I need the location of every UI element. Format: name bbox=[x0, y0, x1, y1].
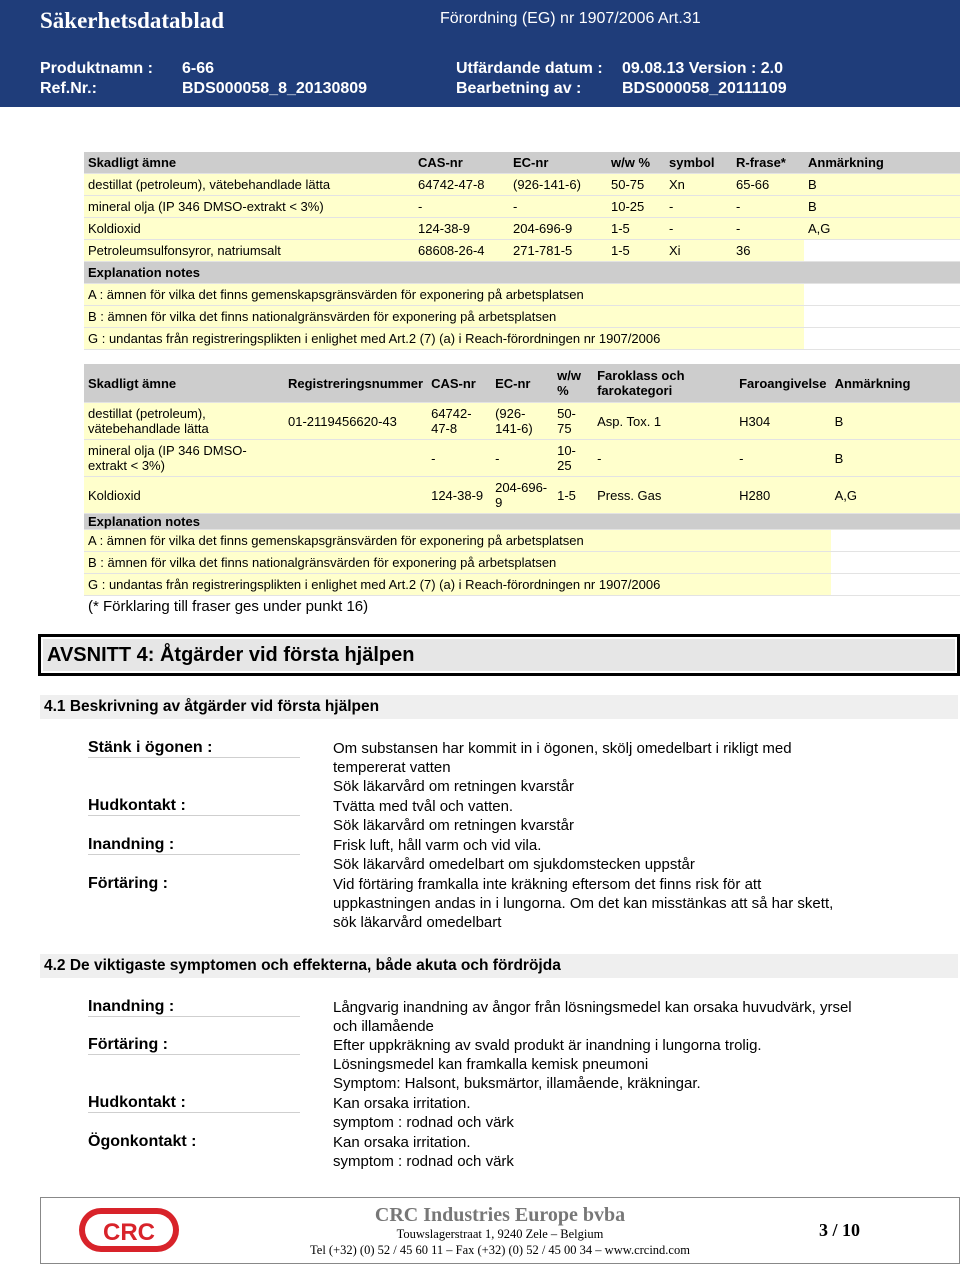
symptom-text-skin bbox=[333, 1094, 923, 1132]
symptom-text-inhalation bbox=[333, 998, 923, 1036]
text-line: Sök läkarvård om retningen kvarstår bbox=[333, 778, 574, 795]
table-cell: B bbox=[804, 174, 960, 196]
table-cell: Xi bbox=[665, 240, 732, 262]
subsection-4-1-title: 4.1 Beskrivning av åtgärder vid första hjälpen bbox=[44, 698, 380, 715]
notes-title-row bbox=[84, 514, 960, 530]
symptom-label-skin: Hudkontakt : bbox=[88, 1094, 300, 1113]
text-line: symptom : rodnad och värk bbox=[333, 1114, 514, 1131]
page-footer bbox=[40, 1197, 960, 1264]
table-header: w/w % bbox=[607, 152, 665, 174]
explanation-notes-title: Explanation notes bbox=[84, 262, 960, 284]
table-cell: - bbox=[509, 196, 607, 218]
table-cell: 271-781-5 bbox=[509, 240, 607, 262]
text-line: och illamående bbox=[333, 1018, 434, 1035]
table-cell: - bbox=[665, 196, 732, 218]
section-4-title: AVSNITT 4: Åtgärder vid första hjälpen bbox=[47, 644, 415, 666]
table-cell bbox=[804, 240, 960, 262]
table-cell: Press. Gas bbox=[593, 477, 735, 514]
table-cell: 01-2119456620-43 bbox=[284, 403, 427, 440]
table-row bbox=[84, 477, 960, 514]
table-cell: 65-66 bbox=[732, 174, 804, 196]
symptom-label-ingestion: Förtäring : bbox=[88, 1036, 300, 1055]
text-line: Lösningsmedel kan framkalla kemisk pneumoni bbox=[333, 1056, 649, 1073]
blank-cell bbox=[804, 306, 960, 328]
first-aid-label-inhalation: Inandning : bbox=[88, 836, 300, 855]
table-cell: - bbox=[427, 440, 491, 477]
text-line: sök läkarvård omedelbart bbox=[333, 914, 502, 931]
table-cell: - bbox=[732, 196, 804, 218]
table-cell: Petroleumsulfonsyror, natriumsalt bbox=[84, 240, 414, 262]
table-cell: H304 bbox=[735, 403, 830, 440]
table-cell bbox=[284, 477, 427, 514]
table-header: CAS-nr bbox=[414, 152, 509, 174]
table-cell: 10-25 bbox=[553, 440, 593, 477]
table-cell: destillat (petroleum), vätebehandlade lätta bbox=[84, 403, 284, 440]
note-row bbox=[84, 552, 960, 574]
text-line: Kan orsaka irritation. bbox=[333, 1134, 471, 1151]
table-header: Registreringsnummer bbox=[284, 364, 427, 403]
table-cell: mineral olja (IP 346 DMSO-extrakt < 3%) bbox=[84, 196, 414, 218]
table-cell bbox=[284, 440, 427, 477]
text-line: Vid förtäring framkalla inte kräkning eftersom det finns risk för att bbox=[333, 876, 762, 893]
note-text: B : ämnen för vilka det finns nationalgränsvärden för exponering på arbetsplatsen bbox=[84, 306, 804, 328]
notes-title-row bbox=[84, 262, 960, 284]
section-4-heading bbox=[38, 634, 960, 676]
table-cell: - bbox=[732, 218, 804, 240]
table-cell: - bbox=[593, 440, 735, 477]
table-cell: - bbox=[491, 440, 553, 477]
regulation-reference: Förordning (EG) nr 1907/2006 Art.31 bbox=[440, 10, 701, 27]
table-cell: Koldioxid bbox=[84, 218, 414, 240]
first-aid-label-skin: Hudkontakt : bbox=[88, 797, 300, 816]
ref-number-label: Ref.Nr.: bbox=[40, 80, 97, 97]
table-cell: 10-25 bbox=[607, 196, 665, 218]
table-header-row bbox=[84, 364, 960, 403]
table-cell: 204-696-9 bbox=[491, 477, 553, 514]
issue-date-label: Utfärdande datum : bbox=[456, 60, 603, 77]
table-cell: A,G bbox=[831, 477, 960, 514]
table-cell: 204-696-9 bbox=[509, 218, 607, 240]
product-name-value: 6-66 bbox=[182, 60, 215, 77]
table-row bbox=[84, 218, 960, 240]
table-cell: 50-75 bbox=[553, 403, 593, 440]
document-header bbox=[0, 0, 960, 107]
table-cell: B bbox=[831, 403, 960, 440]
note-text: A : ämnen för vilka det finns gemenskapsgränsvärden för exponering på arbetsplatsen bbox=[84, 530, 831, 552]
table-cell: 124-38-9 bbox=[414, 218, 509, 240]
logo-text: CRC bbox=[103, 1219, 155, 1246]
text-line: symptom : rodnad och värk bbox=[333, 1153, 514, 1170]
first-aid-text-inhalation bbox=[333, 836, 923, 874]
company-address: Touwslagerstraat 1, 9240 Zele – Belgium bbox=[396, 1227, 604, 1241]
symptom-label-inhalation: Inandning : bbox=[88, 998, 300, 1017]
first-aid-label-ingestion: Förtäring : bbox=[88, 875, 168, 892]
first-aid-label-eyes: Stänk i ögonen : bbox=[88, 739, 300, 758]
blank-cell bbox=[831, 552, 960, 574]
text-line: Sök läkarvård omedelbart om sjukdomstecken uppstår bbox=[333, 856, 695, 873]
blank-cell bbox=[831, 574, 960, 596]
subsection-4-1-heading bbox=[40, 695, 958, 719]
text-line: tempererat vatten bbox=[333, 759, 451, 776]
blank-cell bbox=[804, 284, 960, 306]
table-header-row bbox=[84, 152, 960, 174]
table-cell: B bbox=[804, 196, 960, 218]
hazardous-substances-table bbox=[84, 152, 960, 350]
symptom-text-eyes bbox=[333, 1133, 923, 1171]
table-cell: 64742-47-8 bbox=[414, 174, 509, 196]
text-line: Kan orsaka irritation. bbox=[333, 1095, 471, 1112]
phrases-footnote: (* Förklaring till fraser ges under punkt 16) bbox=[88, 598, 369, 615]
blank-cell bbox=[831, 530, 960, 552]
text-line: uppkastningen andas in i lungorna. Om det kan misstänkas att så har skett, bbox=[333, 895, 834, 912]
text-line: Långvarig inandning av ångor från lösningsmedel kan orsaka huvudvärk, yrsel bbox=[333, 999, 852, 1016]
table-cell: 50-75 bbox=[607, 174, 665, 196]
table-header: Skadligt ämne bbox=[84, 152, 414, 174]
table-cell: Koldioxid bbox=[84, 477, 284, 514]
first-aid-text-skin bbox=[333, 797, 923, 835]
table-cell: 68608-26-4 bbox=[414, 240, 509, 262]
table-cell: 1-5 bbox=[553, 477, 593, 514]
ref-number-value: BDS000058_8_20130809 bbox=[182, 80, 368, 97]
table-header: Faroangivelse bbox=[735, 364, 830, 403]
table-cell: - bbox=[414, 196, 509, 218]
company-name: CRC Industries Europe bvba bbox=[374, 1204, 626, 1226]
table-cell: (926-141-6) bbox=[509, 174, 607, 196]
table-cell: - bbox=[735, 440, 830, 477]
company-contact: Tel (+32) (0) 52 / 45 60 11 – Fax (+32) (0) 52 / 45 00 34 – www.crcind.com bbox=[310, 1243, 690, 1257]
table-header: R-frase* bbox=[732, 152, 804, 174]
note-text: B : ämnen för vilka det finns nationalgränsvärden för exponering på arbetsplatsen bbox=[84, 552, 831, 574]
subsection-4-2-title: 4.2 De viktigaste symptomen och effekterna, både akuta och fördröjda bbox=[44, 957, 561, 974]
text-line: Om substansen har kommit in i ögonen, skölj omedelbart i rikligt med bbox=[333, 740, 792, 757]
table-cell: (926-141-6) bbox=[491, 403, 553, 440]
note-row bbox=[84, 306, 960, 328]
table-row bbox=[84, 440, 960, 477]
document-title: Säkerhetsdatablad bbox=[40, 8, 225, 33]
first-aid-text-ingestion bbox=[333, 875, 923, 932]
blank-cell bbox=[804, 328, 960, 350]
table-cell: 64742-47-8 bbox=[427, 403, 491, 440]
symptom-text-ingestion bbox=[333, 1036, 923, 1093]
table-header: symbol bbox=[665, 152, 732, 174]
page-number: 3 / 10 bbox=[819, 1220, 861, 1240]
issue-date-value: 09.08.13 Version : 2.0 bbox=[622, 60, 783, 77]
table-row bbox=[84, 240, 960, 262]
table-cell: mineral olja (IP 346 DMSO-extrakt < 3%) bbox=[84, 440, 284, 477]
text-line: Sök läkarvård om retningen kvarstår bbox=[333, 817, 574, 834]
table-cell: B bbox=[831, 440, 960, 477]
first-aid-text-eyes bbox=[333, 739, 923, 796]
note-text: G : undantas från registreringsplikten i enlighet med Art.2 (7) (a) i Reach-förordningen nr 1907/2006 bbox=[84, 574, 831, 596]
subsection-4-2-heading bbox=[40, 954, 958, 978]
note-text: G : undantas från registreringsplikten i enlighet med Art.2 (7) (a) i Reach-förordningen nr 1907/2006 bbox=[84, 328, 804, 350]
table-cell: A,G bbox=[804, 218, 960, 240]
symptom-label-eyes: Ögonkontakt : bbox=[88, 1133, 197, 1150]
note-row bbox=[84, 574, 960, 596]
table-row bbox=[84, 403, 960, 440]
table-row bbox=[84, 196, 960, 218]
table-header: EC-nr bbox=[509, 152, 607, 174]
table-cell: 36 bbox=[732, 240, 804, 262]
note-row bbox=[84, 328, 960, 350]
table-cell: 1-5 bbox=[607, 218, 665, 240]
table-header: w/w % bbox=[553, 364, 593, 403]
product-name-label: Produktnamn : bbox=[40, 60, 153, 77]
table-header: CAS-nr bbox=[427, 364, 491, 403]
revision-value: BDS000058_20111109 bbox=[622, 80, 787, 97]
table-cell: H280 bbox=[735, 477, 830, 514]
text-line: Efter uppkräkning av svald produkt är inandning i lungorna trolig. bbox=[333, 1037, 762, 1054]
table-cell: - bbox=[665, 218, 732, 240]
table-header: Skadligt ämne bbox=[84, 364, 284, 403]
table-cell: 1-5 bbox=[607, 240, 665, 262]
table-row bbox=[84, 174, 960, 196]
revision-label: Bearbetning av : bbox=[456, 80, 582, 97]
text-line: Frisk luft, håll varm och vid vila. bbox=[333, 837, 542, 854]
table-header: Faroklass och farokategori bbox=[593, 364, 735, 403]
table-cell: Asp. Tox. 1 bbox=[593, 403, 735, 440]
table-cell: 124-38-9 bbox=[427, 477, 491, 514]
clp-substances-table bbox=[84, 364, 960, 596]
note-row bbox=[84, 284, 960, 306]
table-cell: destillat (petroleum), vätebehandlade lätta bbox=[84, 174, 414, 196]
note-text: A : ämnen för vilka det finns gemenskapsgränsvärden för exponering på arbetsplatsen bbox=[84, 284, 804, 306]
text-line: Tvätta med tvål och vatten. bbox=[333, 798, 514, 815]
text-line: Symptom: Halsont, buksmärtor, illamående, kräkningar. bbox=[333, 1075, 701, 1092]
table-cell: Xn bbox=[665, 174, 732, 196]
table-header: Anmärkning bbox=[831, 364, 960, 403]
table-header: Anmärkning bbox=[804, 152, 960, 174]
table-header: EC-nr bbox=[491, 364, 553, 403]
note-row bbox=[84, 530, 960, 552]
explanation-notes-title: Explanation notes bbox=[84, 514, 960, 530]
